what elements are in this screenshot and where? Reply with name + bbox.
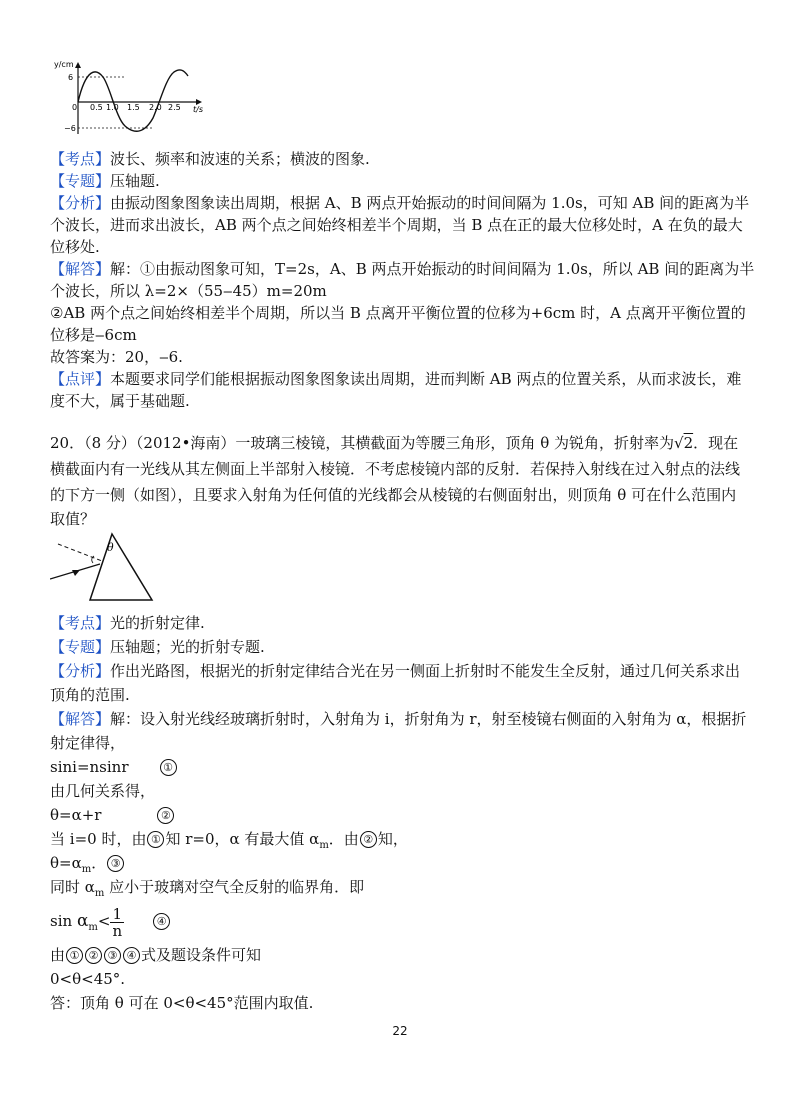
stem-text: 20．（8 分）（2012•海南）一玻璃三棱镜，其横截面为等腰三角形，顶角 θ 为锐角，折射率为	[50, 434, 674, 452]
jieda-tag: 【解答】	[50, 260, 111, 278]
kaodian-text: 波长、频率和波速的关系；横波的图象.	[110, 150, 370, 168]
wave-graph	[50, 58, 210, 138]
from-text-1: 由	[50, 946, 66, 964]
x-axis-label: t/s	[193, 105, 203, 114]
fenxi-text: 作出光路图，根据光的折射定律结合光在另一侧面上折射时不能发生全反射，通过几何关系求出	[110, 662, 741, 680]
when-text-2: 知 r=0，α 有最大值 α	[165, 830, 320, 848]
x-tick-2-5: 2.5	[168, 103, 181, 112]
when-text-1: 当 i=0 时，由	[50, 830, 147, 848]
prism-figure	[50, 530, 180, 605]
q19-jieda-2: 个波长，所以 λ=2×（55‒45）m=20m	[50, 282, 327, 300]
eq2-number: ②	[157, 807, 174, 824]
fraction-denominator: n	[112, 921, 123, 940]
eq3-end: ．	[91, 854, 107, 872]
y-tick-neg6: −6	[64, 124, 76, 133]
q19-fenxi-2: 个波长，进而求出波长，AB 两个点之间始终相差半个周期，当 B 点在正的最大位移处时，A 在负的最大	[50, 216, 743, 234]
q20-jieda-1	[50, 708, 750, 730]
q20-stem-2: 横截面内有一光线从其左侧面上半部射入棱镜．不考虑棱镜内部的反射．若保持入射线在过入射点的法线	[50, 460, 741, 478]
from-text-2: 式及题设条件可知	[141, 946, 262, 964]
q19-jieda-1	[50, 258, 755, 280]
q20-eq2	[50, 804, 750, 826]
eq3-text: θ=α	[50, 854, 82, 872]
q20-eq4	[50, 904, 750, 938]
eq1-text: sini=nsinr	[50, 758, 129, 776]
x-tick-0: 0	[72, 103, 78, 112]
q20-from	[50, 944, 750, 966]
q19-jieda-3	[50, 302, 750, 324]
q19-zhuanti	[50, 170, 750, 192]
q20-eq1	[50, 756, 750, 778]
ref-number-1: ①	[147, 831, 164, 848]
q20-jieda-2: 射定律得，	[50, 734, 126, 752]
x-tick-1-0: 1.0	[106, 103, 119, 112]
sqrt-value: 2	[683, 434, 694, 452]
q19-dianping-2: 度不大，属于基础题.	[50, 392, 190, 410]
circled-number: ②	[50, 304, 64, 322]
kaodian-tag: 【考点】	[50, 614, 111, 632]
eq1-number: ①	[160, 759, 177, 776]
eq4-number: ④	[153, 913, 170, 930]
sine-curve	[78, 70, 188, 131]
q19-dianping-1	[50, 368, 750, 390]
q20-kaodian	[50, 612, 750, 634]
kaodian-text: 光的折射定律.	[110, 614, 205, 632]
from-number-4: ④	[123, 947, 140, 964]
stem-text-end: ．现在	[693, 434, 739, 452]
jieda-tag: 【解答】	[50, 710, 111, 728]
q20-same	[50, 876, 750, 905]
x-tick-2-0: 2.0	[149, 103, 162, 112]
q20-fenxi-1	[50, 660, 750, 682]
q19-answer: 故答案为：20，‒6.	[50, 348, 183, 366]
x-tick-0-5: 0.5	[90, 103, 103, 112]
prism-triangle	[90, 534, 152, 600]
when-text-3: ．由	[328, 830, 359, 848]
eq3-number: ③	[107, 855, 124, 872]
q20-stem-3: 的下方一侧（如图），且要求入射角为任何值的光线都会从棱镜的右侧面射出，则顶角 θ 可在什么范围内	[50, 486, 737, 504]
y-tick-6: 6	[68, 73, 74, 82]
dianping-text: 本题要求同学们能根据振动图象图象读出周期，进而判断 AB 两点的位置关系，从而求波长，难	[110, 370, 742, 388]
from-number-1: ①	[66, 947, 83, 964]
fenxi-tag: 【分析】	[50, 662, 111, 680]
same-text-1: 同时 α	[50, 878, 95, 896]
ref-number-2: ②	[360, 831, 377, 848]
fenxi-text: 由振动图象图象读出周期，根据 A、B 两点开始振动的时间间隔为 1.0s，可知 AB 间的距离为半	[110, 194, 750, 212]
fraction-numerator: 1	[110, 906, 124, 923]
kaodian-tag: 【考点】	[50, 150, 111, 168]
from-number-2: ②	[85, 947, 102, 964]
sqrt-symbol: √	[674, 434, 684, 452]
q19-kaodian	[50, 148, 750, 170]
eq4-alpha: α	[76, 911, 89, 931]
dianping-tag: 【点评】	[50, 370, 111, 388]
jieda-text: AB 两个点之间始终相差半个周期，所以当 B 点离开平衡位置的位移为+6cm 时，A 点离开平衡位置的	[63, 304, 746, 322]
q20-zhuanti	[50, 636, 750, 658]
q19-fenxi-3: 位移处.	[50, 238, 100, 256]
q20-final: 答：顶角 θ 可在 0<θ<45°范围内取值.	[50, 994, 314, 1012]
jieda-pre: 解：	[110, 260, 141, 278]
zhuanti-text: 压轴题.	[110, 172, 160, 190]
x-tick-1-5: 1.5	[127, 103, 140, 112]
alpha-m-sub: m	[319, 840, 329, 851]
eq3-sub: m	[81, 864, 92, 875]
normal-line	[58, 544, 102, 561]
q20-fenxi-2: 顶角的范围.	[50, 686, 130, 704]
zhuanti-text: 压轴题；光的折射专题.	[110, 638, 265, 656]
eq4-sub: m	[88, 922, 98, 933]
q20-geo-text: 由几何关系得，	[50, 782, 156, 800]
q20-stem-1	[50, 432, 750, 454]
q19-fenxi-1	[50, 192, 750, 214]
theta-label: θ	[107, 541, 114, 554]
eq4-lt: <	[97, 912, 111, 930]
q20-stem-4: 取值？	[50, 510, 96, 528]
ray-arrow	[72, 570, 80, 576]
q20-range: 0<θ<45°.	[50, 970, 126, 988]
circled-number: ①	[140, 260, 156, 278]
fenxi-tag: 【分析】	[50, 194, 111, 212]
y-axis-arrow	[75, 62, 81, 68]
jieda-text: 由振动图象可知，T=2s，A、B 两点开始振动的时间间隔为 1.0s，所以 AB 间的距离为半	[155, 260, 755, 278]
when-text-4: 知，	[377, 830, 408, 848]
zhuanti-tag: 【专题】	[50, 638, 111, 656]
page-number: 22	[392, 1024, 408, 1038]
y-axis-label: y/cm	[54, 60, 74, 69]
eq4-sin: sin	[50, 912, 73, 930]
eq2-text: θ=α+r	[50, 806, 102, 824]
eq4-fraction	[110, 906, 124, 939]
zhuanti-tag: 【专题】	[50, 172, 111, 190]
same-sub: m	[94, 888, 105, 899]
jieda-text: 解：设入射光线经玻璃折射时，入射角为 i，折射角为 r，射至棱镜右侧面的入射角为 α，根据折	[110, 710, 747, 728]
same-text-2: 应小于玻璃对空气全反射的临界角．即	[104, 878, 365, 896]
from-number-3: ③	[104, 947, 121, 964]
q19-jieda-4: 位移是‒6cm	[50, 326, 137, 344]
